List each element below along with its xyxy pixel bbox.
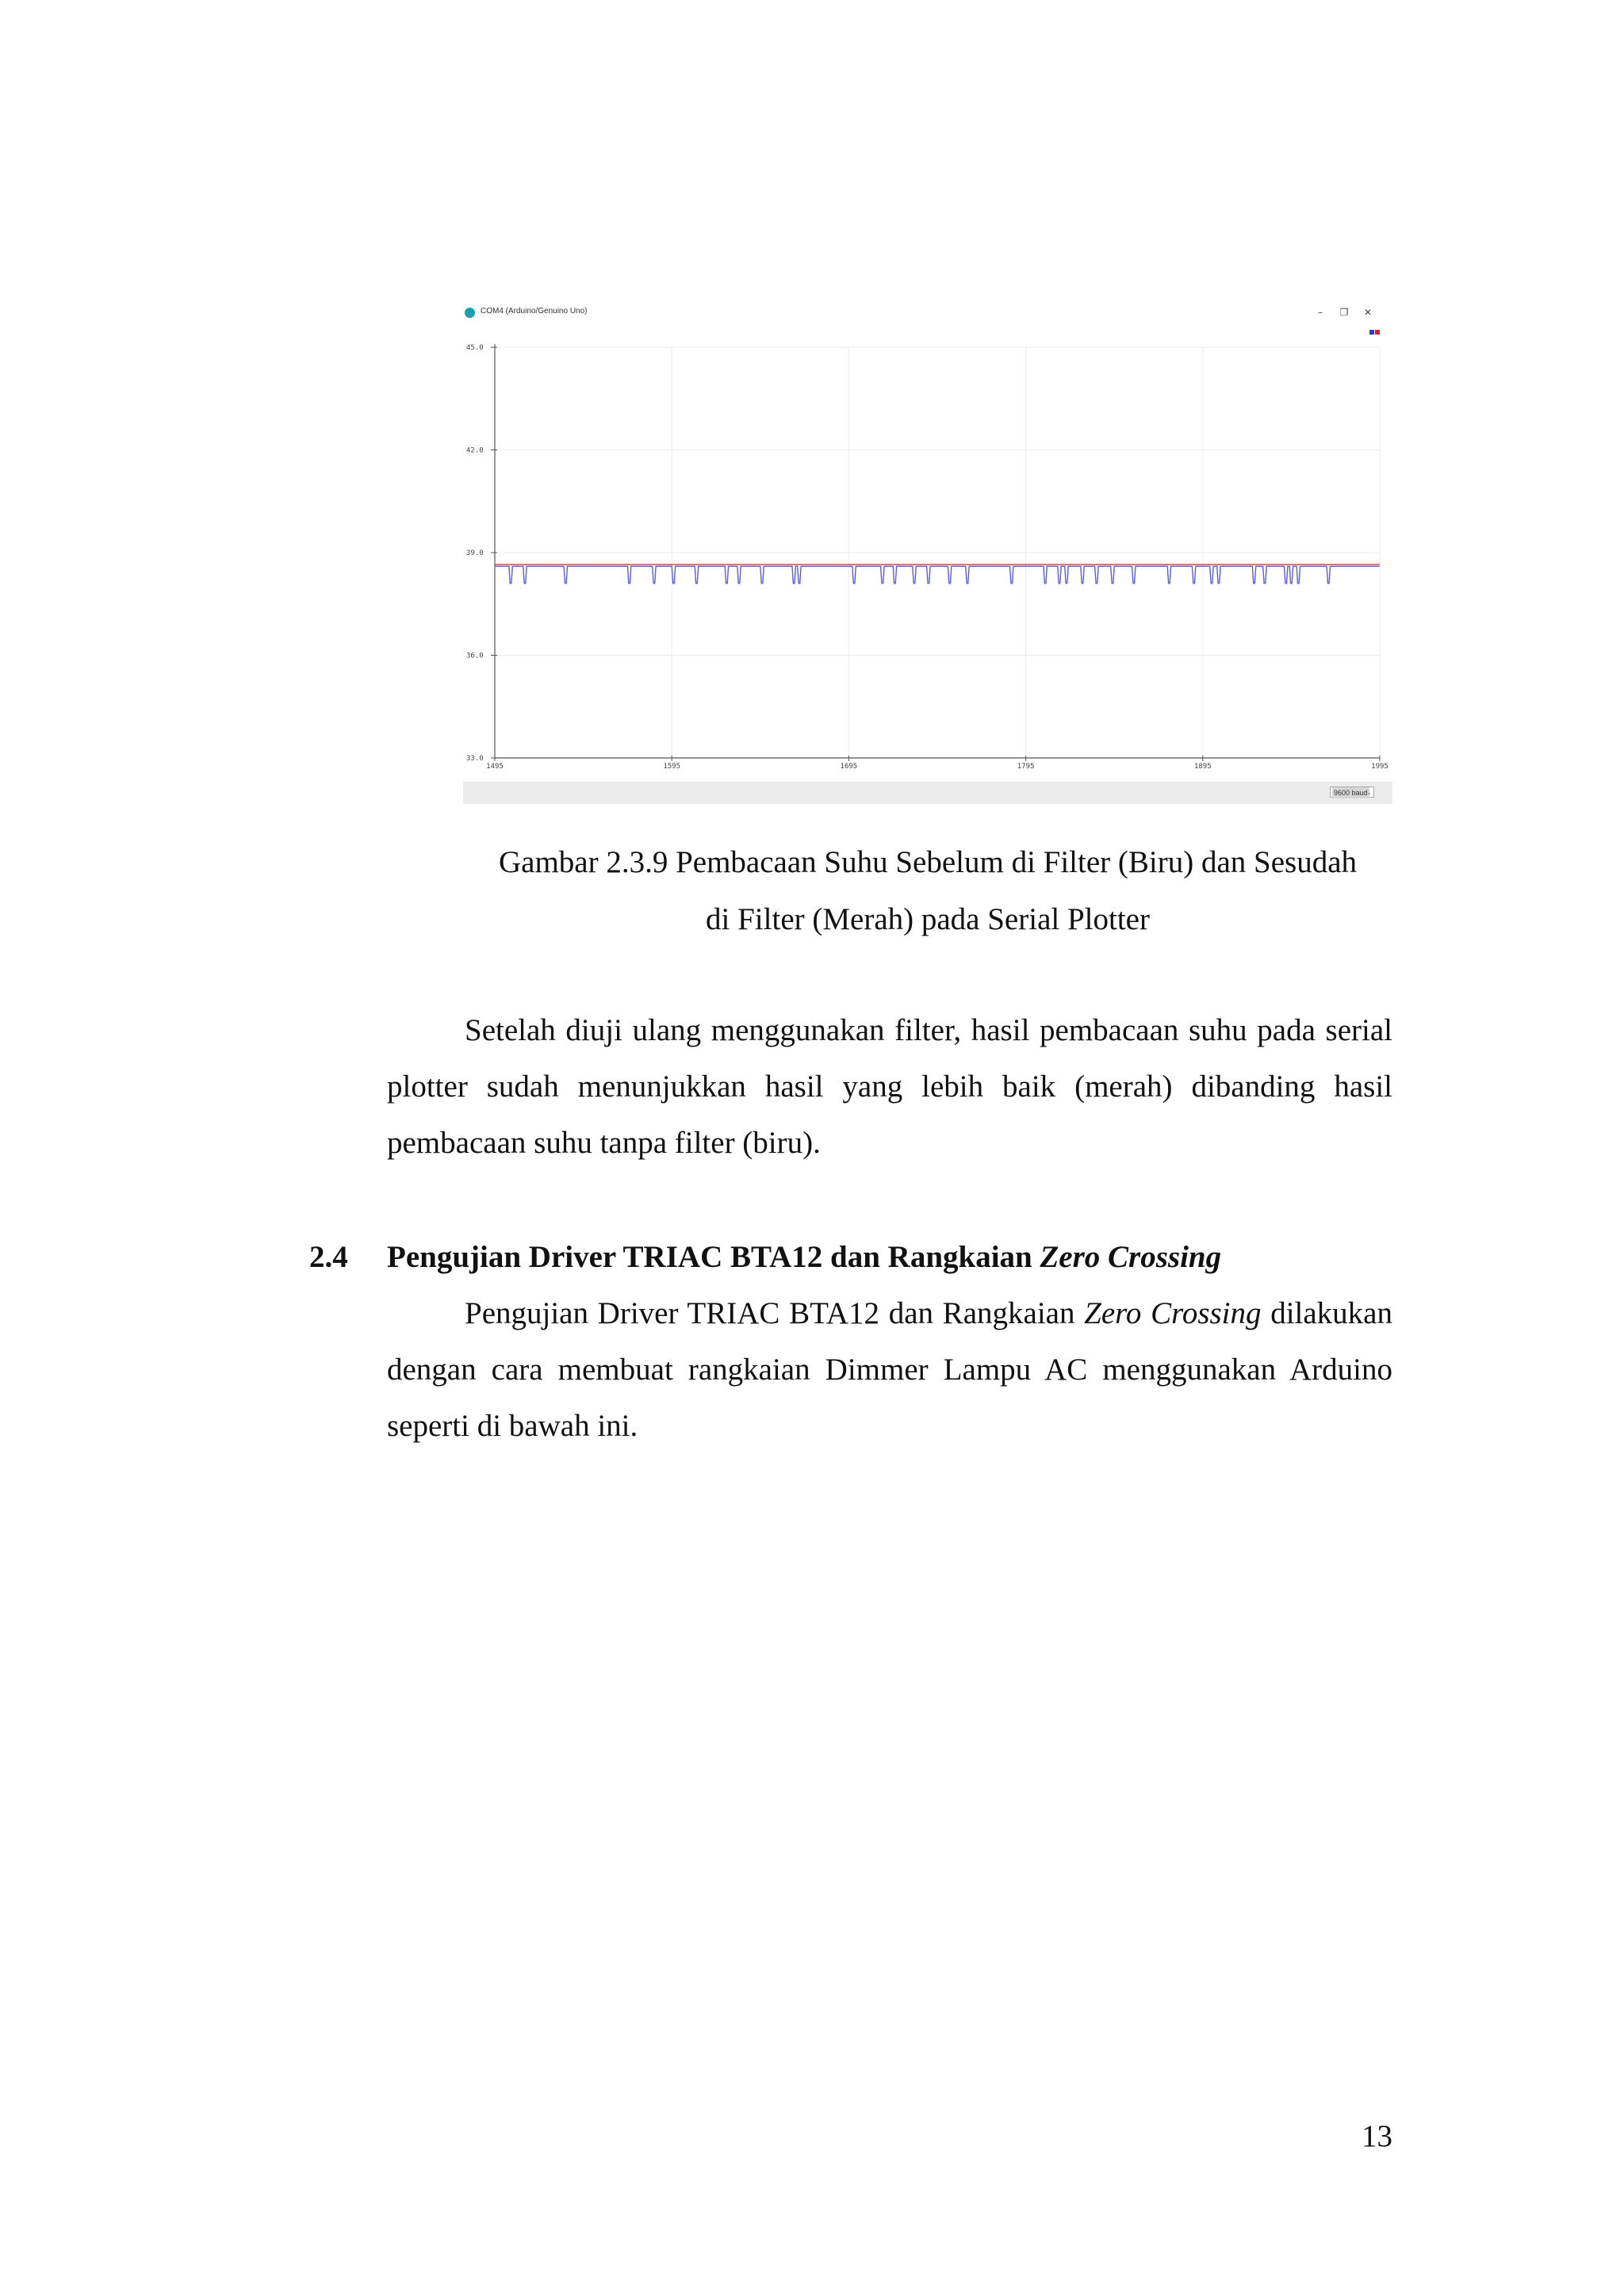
close-icon[interactable]: ✕ [1363,307,1373,318]
series-line-unfiltered [495,566,1380,584]
chevron-down-icon: ⌄ [1366,789,1372,796]
section-number: 2.4 [309,1240,348,1274]
y-tick-label: 45.0 [466,344,484,352]
section-title-plain: Pengujian Driver TRIAC BTA12 dan Rangkaian [387,1240,1040,1274]
x-tick-label: 1895 [1193,763,1212,771]
section-title-italic: Zero Crossing [1040,1240,1222,1274]
page-number: 13 [1362,2119,1392,2153]
legend-swatch-blue [1369,330,1374,335]
restore-icon[interactable]: ❐ [1339,307,1349,318]
caption-line-1: Gambar 2.3.9 Pembacaan Suhu Sebelum di Filter (Biru) dan Sesudah [498,845,1358,879]
baud-rate-select[interactable] [1330,786,1374,798]
baud-rate-value: 9600 baud [1334,789,1368,797]
paragraph-filter-result [387,1002,1392,1171]
caption-line-2: di Filter (Merah) pada Serial Plotter [706,902,1150,936]
paragraph-1-text: Setelah diuji ulang menggunakan filter, hasil pembacaan suhu pada serial plotter sudah menunjukkan hasil yang lebih baik (merah) dibanding hasil pembacaan suhu tanpa filter (biru). [387,1013,1392,1160]
y-tick-label: 42.0 [466,446,484,455]
x-tick-label: 1495 [486,763,504,771]
x-tick-label: 1695 [840,763,858,771]
paragraph-2-part-2: dilakukan dengan cara membuat rangkaian Dimmer Lampu AC menggunakan Arduino seperti di bawah ini. [387,1296,1392,1443]
legend-swatch-red [1375,330,1380,335]
paragraph-triac-test [387,1285,1392,1454]
x-tick-label: 1795 [1017,763,1035,771]
figure-caption [463,834,1392,948]
serial-plotter-screenshot [463,303,1392,804]
plot-area [463,303,1392,782]
y-tick-label: 39.0 [466,549,484,557]
paragraph-2-italic: Zero Crossing [1084,1296,1262,1330]
plotter-bottom-bar [463,782,1392,804]
x-tick-label: 1995 [1371,763,1388,771]
paragraph-2-part-1: Pengujian Driver TRIAC BTA12 dan Rangkaian [465,1296,1085,1330]
window-title: COM4 (Arduino/Genuino Uno) [481,307,588,316]
minimize-icon[interactable]: – [1318,307,1323,318]
y-tick-label: 33.0 [466,755,484,763]
section-title [387,1229,1221,1285]
x-tick-label: 1595 [663,763,681,771]
y-tick-label: 36.0 [466,652,484,660]
